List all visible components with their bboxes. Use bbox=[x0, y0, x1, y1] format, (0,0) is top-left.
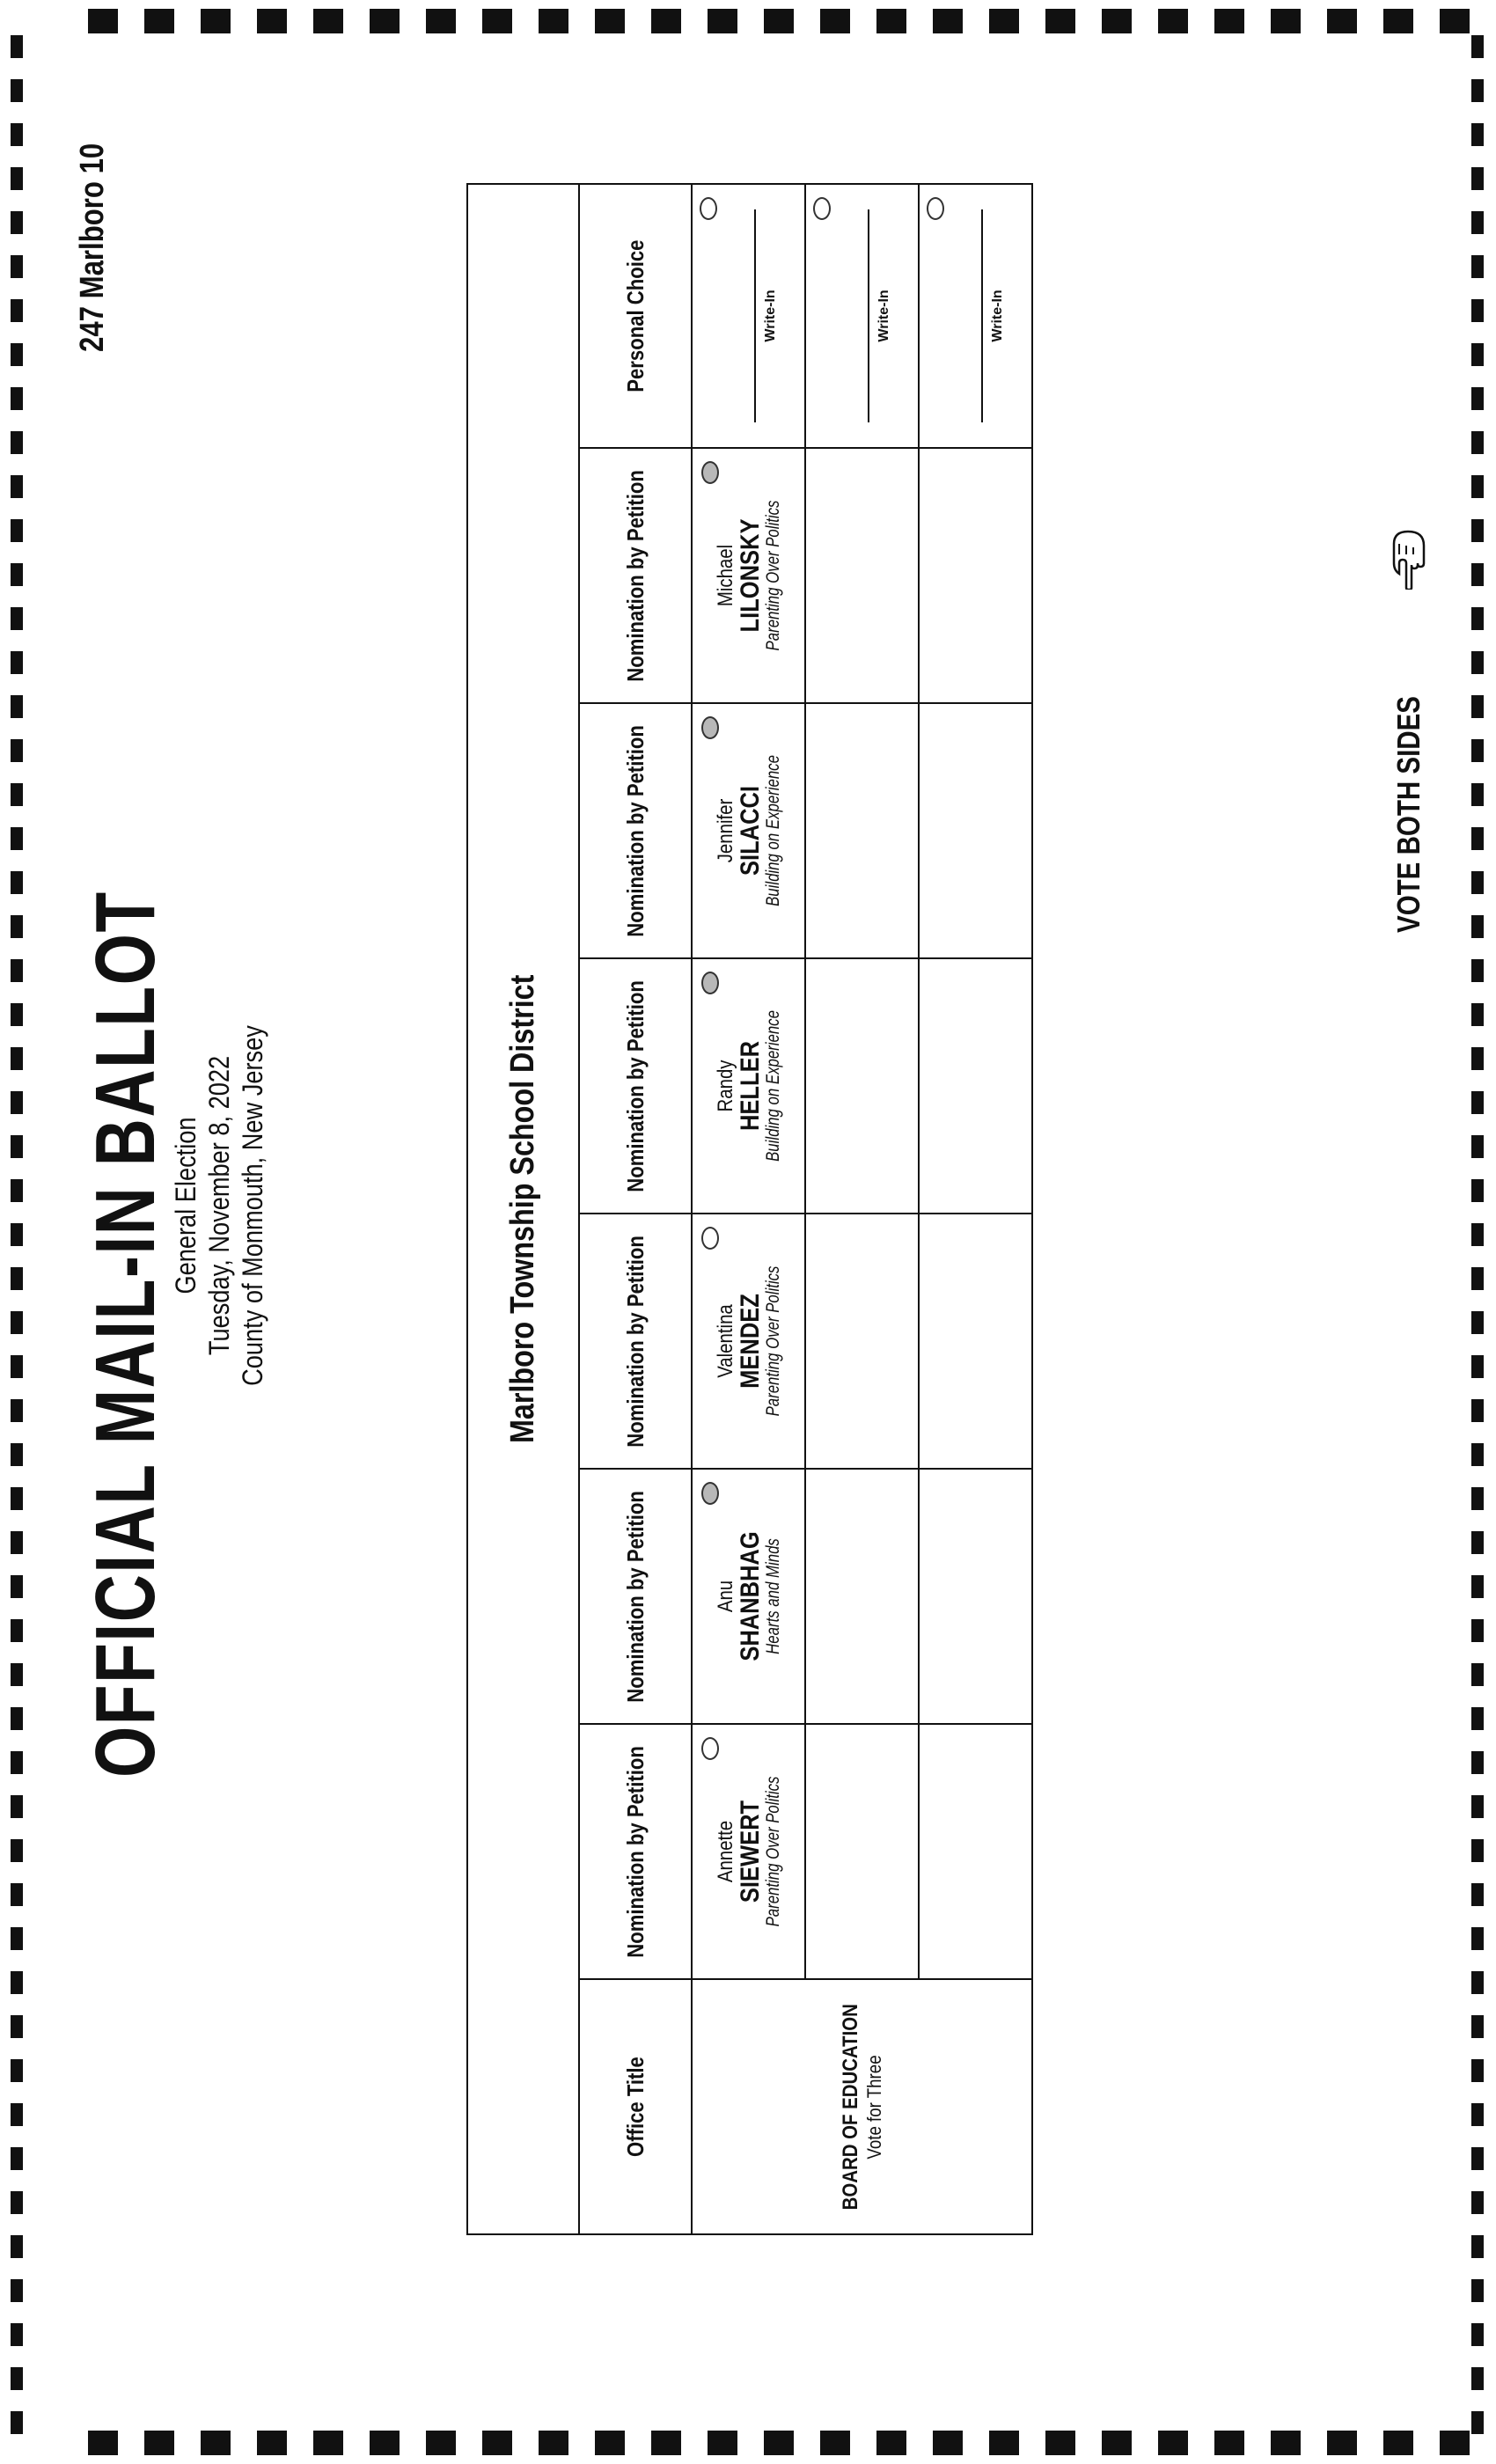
empty-cell bbox=[919, 448, 1032, 703]
candidate-slogan: Building on Experience bbox=[762, 755, 783, 906]
candidate-cell[interactable] bbox=[692, 703, 805, 958]
write-in-cell[interactable] bbox=[805, 184, 919, 448]
candidate-slogan: Parenting Over Politics bbox=[762, 1776, 783, 1927]
office-title-header: Office Title bbox=[579, 1979, 692, 2234]
ballot-table bbox=[466, 183, 1033, 2235]
candidate-last-name: SIEWERT bbox=[735, 1800, 765, 1903]
election-date: Tuesday, November 8, 2022 bbox=[203, 1055, 235, 1356]
precinct-label: 247 Marlboro 10 bbox=[74, 143, 111, 352]
personal-choice-header: Personal Choice bbox=[579, 184, 692, 448]
empty-cell bbox=[805, 448, 919, 703]
candidate-cell[interactable] bbox=[692, 448, 805, 703]
candidate-last-name: LILONSKY bbox=[735, 518, 765, 633]
empty-cell bbox=[919, 1214, 1032, 1469]
candidate-last-name: MENDEZ bbox=[735, 1294, 765, 1389]
empty-cell bbox=[805, 1214, 919, 1469]
ballot-title: OFFICIAL MAIL-IN BALLOT bbox=[78, 891, 172, 1778]
nomination-header: Nomination by Petition bbox=[579, 448, 692, 703]
vote-both-sides-notice: VOTE BOTH SIDES bbox=[1390, 696, 1426, 933]
election-type: General Election bbox=[170, 1117, 202, 1294]
office-cell bbox=[692, 1979, 1032, 2234]
empty-cell bbox=[805, 1724, 919, 1979]
candidate-slogan: Building on Experience bbox=[762, 1010, 783, 1162]
empty-cell bbox=[805, 958, 919, 1214]
candidate-cell[interactable] bbox=[692, 1214, 805, 1469]
candidate-first-name: Randy bbox=[713, 1060, 737, 1112]
candidate-first-name: Annette bbox=[713, 1820, 737, 1883]
write-in-line[interactable] bbox=[981, 209, 983, 422]
vote-for-count: Vote for Three bbox=[862, 2054, 885, 2160]
pointing-hand-icon bbox=[1389, 528, 1429, 590]
candidate-cell[interactable] bbox=[692, 958, 805, 1214]
vote-oval[interactable] bbox=[813, 197, 831, 220]
empty-cell bbox=[805, 1469, 919, 1724]
write-in-label: Write-In bbox=[876, 290, 891, 342]
candidate-cell[interactable] bbox=[692, 1469, 805, 1724]
empty-cell bbox=[919, 958, 1032, 1214]
nomination-header: Nomination by Petition bbox=[579, 703, 692, 958]
nomination-header: Nomination by Petition bbox=[579, 1724, 692, 1979]
empty-cell bbox=[919, 1724, 1032, 1979]
office-title: BOARD OF EDUCATION bbox=[838, 2003, 862, 2211]
candidate-slogan: Hearts and Minds bbox=[762, 1538, 783, 1654]
candidate-last-name: HELLER bbox=[735, 1041, 765, 1131]
nomination-header: Nomination by Petition bbox=[579, 958, 692, 1214]
candidate-cell[interactable] bbox=[692, 1724, 805, 1979]
empty-cell bbox=[919, 1469, 1032, 1724]
write-in-line[interactable] bbox=[754, 209, 756, 422]
candidate-slogan: Parenting Over Politics bbox=[762, 500, 783, 651]
nomination-header: Nomination by Petition bbox=[579, 1214, 692, 1469]
candidate-first-name: Jennifer bbox=[713, 798, 737, 863]
district-header: Marlboro Township School District bbox=[467, 184, 579, 2234]
empty-cell bbox=[805, 703, 919, 958]
candidate-first-name: Valentina bbox=[713, 1304, 737, 1378]
candidate-first-name: Anu bbox=[713, 1580, 737, 1613]
election-info bbox=[169, 869, 269, 1543]
write-in-cell[interactable] bbox=[692, 184, 805, 448]
nomination-header: Nomination by Petition bbox=[579, 1469, 692, 1724]
candidate-last-name: SILACCI bbox=[735, 786, 765, 876]
candidate-slogan: Parenting Over Politics bbox=[762, 1265, 783, 1417]
write-in-cell[interactable] bbox=[919, 184, 1032, 448]
empty-cell bbox=[919, 703, 1032, 958]
write-in-label: Write-In bbox=[990, 290, 1005, 342]
write-in-line[interactable] bbox=[868, 209, 869, 422]
write-in-label: Write-In bbox=[763, 290, 778, 342]
vote-oval[interactable] bbox=[927, 197, 944, 220]
candidate-first-name: Michael bbox=[713, 544, 737, 607]
vote-oval[interactable] bbox=[700, 197, 717, 220]
election-county: County of Monmouth, New Jersey bbox=[237, 1025, 268, 1386]
candidate-last-name: SHANBHAG bbox=[735, 1531, 765, 1661]
